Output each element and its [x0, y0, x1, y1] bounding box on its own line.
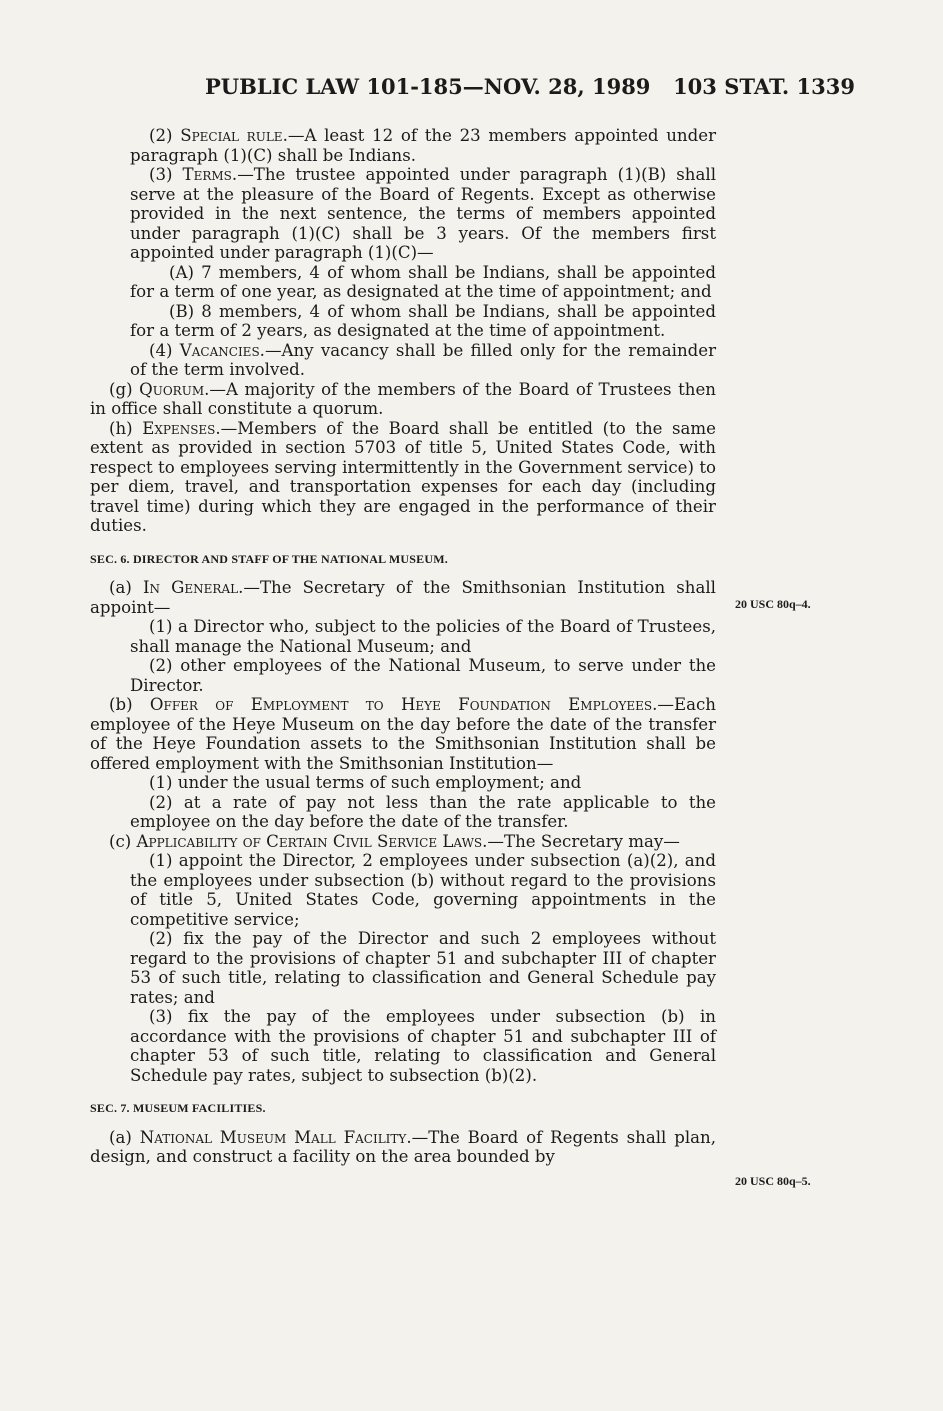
paragraph-6b — [90, 695, 716, 773]
paragraph-6a — [90, 578, 716, 617]
text-6a: —The Secretary of the Smithsonian Institution shall appoint— — [90, 578, 716, 617]
paragraph-6c — [90, 832, 716, 852]
num-expenses: (h) — [109, 418, 143, 438]
paragraph-expenses — [90, 419, 716, 536]
heading-7a: National Museum Mall Facility. — [139, 1127, 412, 1147]
heading-6b: Offer of Employment to Heye Foundation Employees. — [149, 695, 658, 714]
heading-6c: Applicability of Certain Civil Service Laws. — [136, 831, 488, 851]
page-header-title: PUBLIC LAW 101-185—NOV. 28, 1989 — [205, 74, 651, 99]
paragraph-quorum — [90, 380, 716, 419]
section-6-heading: SEC. 6. DIRECTOR AND STAFF OF THE NATIONAL MUSEUM. — [90, 551, 448, 566]
paragraph-6a2: (2) other employees of the National Museum, to serve under the Director. — [130, 656, 716, 695]
paragraph-terms-a: (A) 7 members, 4 of whom shall be Indians, shall be appointed for a term of one year, as designated at the time of appointment; and — [130, 262, 716, 301]
paragraph-special-rule — [90, 126, 716, 165]
paragraph-vacancies — [90, 341, 716, 380]
paragraph-6c2: (2) fix the pay of the Director and such 2 employees without regard to the provisions of chapter 51 and subchapter III of chapter 53 of such title, relating to classification and General Schedule pay rates; and — [130, 929, 716, 1007]
document-body — [90, 126, 716, 1167]
paragraph-6b2: (2) at a rate of pay not less than the rate applicable to the employee on the day before the date of the transfer. — [130, 792, 716, 831]
text-vacancies: —Any vacancy shall be filled only for the remainder of the term involved. — [130, 340, 717, 379]
text-expenses: —Members of the Board shall be entitled (to the same extent as provided in section 5703 of title 5, United States Code, with respect to employees serving intermittently in the Government service) to per diem, travel, and transportation expenses for each day (including travel time) during which they are engaged in the performance of their duties. — [90, 418, 716, 535]
num-terms: (3) — [149, 165, 183, 184]
num-7a: (a) — [109, 1127, 140, 1147]
page-header-stat: 103 STAT. 1339 — [673, 74, 855, 99]
margin-citation-sec7: 20 USC 80q–5. — [735, 1174, 811, 1188]
paragraph-6c3: (3) fix the pay of the employees under subsection (b) in accordance with the provisions of chapter 51 and subchapter III of chapter 53 of such title, relating to classification and General Schedule pay rates, subject to subsection (b)(2). — [130, 1007, 716, 1085]
num-6b: (b) — [109, 695, 150, 714]
paragraph-6b1: (1) under the usual terms of such employment; and — [149, 773, 582, 792]
paragraph-6a1: (1) a Director who, subject to the policies of the Board of Trustees, shall manage the National Museum; and — [130, 617, 716, 656]
paragraph-terms — [90, 165, 716, 263]
text-quorum: —A majority of the members of the Board of Trustees then in office shall constitute a quorum. — [90, 379, 716, 418]
heading-expenses: Expenses. — [142, 418, 221, 438]
paragraph-7a — [90, 1128, 716, 1167]
heading-terms: Terms. — [182, 165, 238, 184]
heading-special-rule-label: Special rule. — [180, 126, 288, 145]
section-7-heading: SEC. 7. MUSEUM FACILITIES. — [90, 1101, 266, 1115]
text-special-rule: —A least 12 of the 23 members appointed under paragraph (1)(C) shall be Indians. — [130, 126, 716, 165]
text-7a: —The Board of Regents shall plan, design, and construct a facility on the area bounded by — [90, 1127, 716, 1166]
text-6c: —The Secretary may— — [487, 831, 680, 851]
heading-6a: In General. — [142, 578, 244, 597]
num-vacancies: (4) — [149, 340, 180, 360]
text-6b: —Each employee of the Heye Museum on the day before the date of the transfer of the Heye Foundation assets to the Smithsonian Institution shall be offered employment with the Smithsonian Institution— — [90, 695, 716, 773]
paragraph-terms-b: (B) 8 members, 4 of whom shall be Indians, shall be appointed for a term of 2 years, as designated at the time of appointment. — [130, 301, 716, 340]
heading-vacancies: Vacancies. — [179, 340, 265, 360]
heading-quorum: Quorum. — [139, 379, 210, 399]
margin-citation-sec6: 20 USC 80q–4. — [735, 597, 811, 611]
heading-special-rule: (2) — [149, 126, 181, 145]
paragraph-6c1: (1) appoint the Director, 2 employees under subsection (a)(2), and the employees under subsection (b) without regard to the provisions of title 5, United States Code, governing appointments in the competitive service; — [130, 851, 716, 929]
num-quorum: (g) — [109, 379, 140, 399]
num-6c: (c) — [109, 831, 137, 851]
num-6a: (a) — [109, 578, 143, 597]
text-terms: —The trustee appointed under paragraph (1)(B) shall serve at the pleasure of the Board of Regents. Except as otherwise provided in the next sentence, the terms of members appointed under paragraph (1)(C) shall be 3 years. Of the members first appointed under paragraph (1)(C)— — [130, 165, 716, 262]
